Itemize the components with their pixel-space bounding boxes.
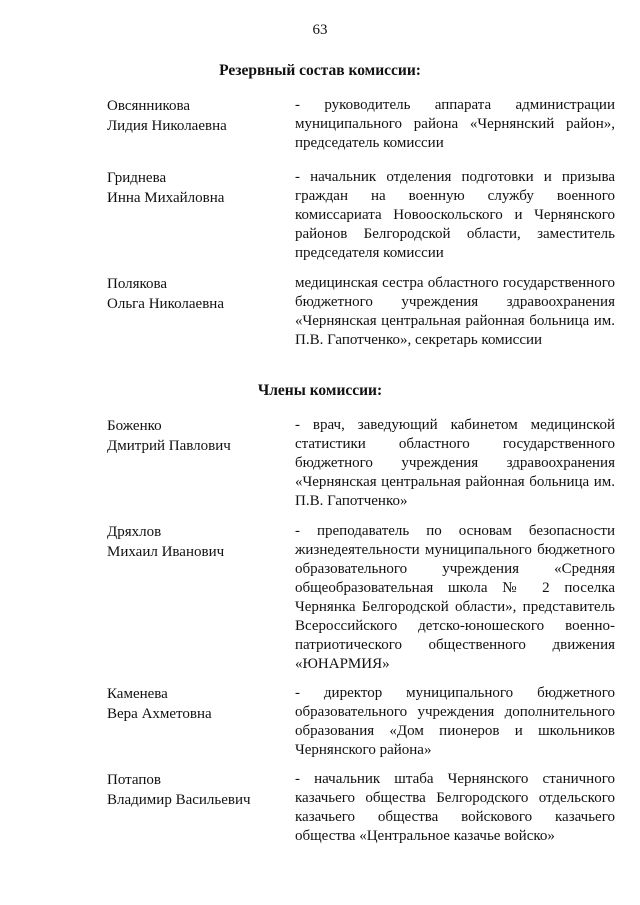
member-given-names: Инна Михайловна — [107, 190, 225, 206]
member-given-names: Вера Ахметовна — [107, 706, 212, 722]
member-surname: Овсянникова — [107, 98, 191, 114]
page-number: 63 — [312, 22, 328, 38]
member-role: медицинская сестра областного государственного бюджетного учреждения здравоохранения «Чернянская центральная районная больница им. П.В. Гапотченко», секретарь комиссии — [295, 275, 615, 348]
member-surname: Гриднева — [107, 170, 167, 186]
member-role: - директор муниципального бюджетного образовательного учреждения дополнительного образования «Дом пионеров и школьников Чернянского района» — [295, 685, 615, 758]
member-given-names: Владимир Васильевич — [107, 792, 251, 808]
member-surname: Дряхлов — [107, 524, 162, 540]
member-role: - врач, заведующий кабинетом медицинской статистики областного государственного бюджетного учреждения здравоохранения «Чернянская центральная районная больница им. П.В. Гапотченко» — [295, 417, 615, 509]
member-name — [107, 168, 287, 208]
member-role: - руководитель аппарата администрации муниципального района «Чернянский район», председатель комиссии — [295, 97, 615, 151]
reserve-heading: Резервный состав комиссии: — [219, 62, 421, 79]
member-surname: Боженко — [107, 418, 162, 434]
member-given-names: Михаил Иванович — [107, 544, 225, 560]
member-name — [107, 416, 287, 456]
member-name — [107, 770, 287, 810]
member-name — [107, 96, 287, 136]
member-name — [107, 274, 287, 314]
member-surname: Каменева — [107, 686, 168, 702]
member-role: - преподаватель по основам безопасности жизнедеятельности муниципального бюджетного образовательного учреждения «Средняя общеобразовательная школа № 2 поселка Чернянка Белгородской области», представитель Всероссийского детско-юношеского военно-патриотического общественного движения «ЮНАРМИЯ» — [295, 523, 615, 672]
member-surname: Потапов — [107, 772, 161, 788]
member-role: - начальник штаба Чернянского станичного казачьего общества Белгородского отдельского казачьего общества войскового казачьего общества «Центральное казачье войско» — [295, 771, 615, 844]
member-given-names: Лидия Николаевна — [107, 118, 227, 134]
member-name — [107, 522, 287, 562]
member-role: - начальник отделения подготовки и призыва граждан на военную службу военного комиссариата Новооскольского и Чернянского районов Белгородской области, заместитель председателя комиссии — [295, 169, 615, 261]
members-heading: Члены комиссии: — [257, 382, 383, 399]
member-given-names: Дмитрий Павлович — [107, 438, 231, 454]
member-surname: Полякова — [107, 276, 168, 292]
member-given-names: Ольга Николаевна — [107, 296, 224, 312]
member-name — [107, 684, 287, 724]
